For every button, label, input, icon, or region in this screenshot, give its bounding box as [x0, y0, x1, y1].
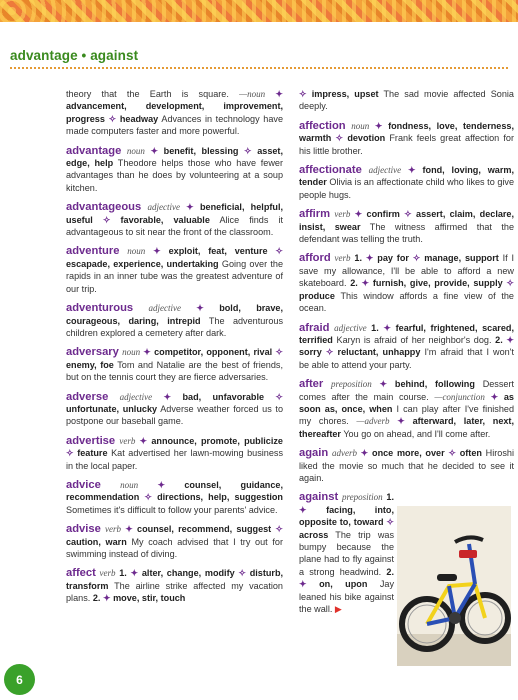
entry-after: after preposition ✦ behind, following Dessert comes after the main course. —conjunction ✦ as soon as, once, when I can play after I've finished my chores. —adverb ✦ afterward, later, next, thereafter You go on ahead, and I'll come after.	[299, 378, 515, 439]
headword: advantage	[66, 144, 122, 157]
entry-advice: advice noun ✦ counsel, guidance, recommendation ✧ directions, help, suggestion Sometimes it's difficult to follow your parents' advice.	[66, 478, 283, 515]
synonym-star-icon: ✦	[143, 347, 151, 358]
headword: advise	[66, 523, 101, 536]
headword: affection	[299, 119, 346, 132]
headword: affectionate	[299, 164, 362, 177]
headword: adventure	[66, 245, 120, 258]
entry-against: against preposition 1. ✦ facing, into, opposite to, toward ✧ across The trip was bumpy because the plane had to fly against a strong headwind. 2. ✦ on, upon Jay leaned his bike against the wall. ▶	[299, 491, 394, 615]
synonym-star-icon: ✦	[361, 278, 370, 289]
entry-affectionate: affectionate adjective ✦ fond, loving, warm, tender Olivia is an affectionate child who likes to give people hugs.	[299, 164, 514, 200]
entry-afraid: afraid adjective 1. ✦ fearful, frightened, scared, terrified Karyn is afraid of her neighbor's dog. 2. ✦ sorry ✧ reluctant, unhappy I'm afraid that I won't be able to attend your party.	[299, 321, 514, 370]
related-diamond-icon: ✧	[386, 517, 394, 528]
synonym-star-icon: ✦	[196, 303, 204, 314]
headword: advertise	[66, 434, 116, 447]
left-column	[66, 88, 283, 612]
synonym-star-icon: ✦	[153, 246, 161, 257]
synonym-star-icon: ✦	[383, 322, 391, 333]
related-diamond-icon: ✧	[506, 278, 515, 289]
synonym-star-icon: ✦	[299, 579, 307, 590]
left-entry-list	[66, 145, 283, 561]
entry-afford: afford verb 1. ✦ pay for ✧ manage, support If I save my allowance, I'll be able to afford a new skateboard. 2. ✦ furnish, give, provide, supply ✧ produce This window affords a fine view of the ocean.	[299, 252, 515, 314]
headword: adversary	[66, 346, 119, 359]
related-diamond-icon: ✧	[299, 89, 307, 99]
headword: affect	[66, 567, 96, 580]
synonym-star-icon: ✦	[365, 253, 374, 264]
entry-affect: affect verb 1. ✦ alter, change, modify ✧ disturb, transform The airline strike affected my vacation plans. 2. ✦ move, stir, touch	[66, 567, 284, 604]
related-diamond-icon: ✧	[108, 113, 117, 124]
bicycle-photo	[397, 506, 511, 666]
related-diamond-icon: ✧	[275, 246, 284, 257]
related-diamond-icon: ✧	[275, 391, 283, 402]
related-diamond-icon: ✧	[335, 133, 344, 144]
synonym-star-icon: ✦	[275, 89, 283, 99]
entry-adventure: adventure noun ✦ exploit, feat, venture ✧ escapade, experience, undertaking Going over the rapids in an inner tube was the greatest adventure of our trip.	[66, 245, 284, 294]
headword: against	[299, 491, 339, 504]
entry-advise: advise verb ✦ counsel, recommend, suggest ✧ caution, warn My coach advised that I try out for swimming instead of diving.	[66, 523, 284, 559]
synonym-star-icon: ✦	[186, 202, 194, 213]
bicycle-illustration	[397, 506, 511, 666]
synonym-star-icon: ✦	[506, 334, 514, 345]
related-diamond-icon: ✧	[448, 448, 456, 459]
entry-affection: affection noun ✦ fondness, love, tenderness, warmth ✧ devotion Frank feels great affection for his little brother.	[299, 119, 515, 156]
synonym-star-icon: ✦	[408, 165, 416, 176]
continued-entry: theory that the Earth is square. —noun ✦ advancement, development, improvement, progress ✧ headway Advances in technology have made computers faster and more powerful.	[66, 89, 284, 137]
decorative-banner	[0, 0, 518, 22]
related-diamond-icon: ✧	[412, 253, 421, 264]
synonym-star-icon: ✦	[397, 416, 405, 427]
synonym-star-icon: ✦	[299, 504, 307, 515]
related-diamond-icon: ✧	[275, 524, 284, 535]
related-diamond-icon: ✧	[238, 568, 246, 579]
headword: advice	[66, 478, 101, 491]
entry-advertise: advertise verb ✦ announce, promote, publicize ✧ feature Kat advertised her lawn-mowing business in the local paper.	[66, 434, 283, 471]
headword: advantageous	[66, 201, 142, 214]
entry-advantageous: advantageous adjective ✦ beneficial, helpful, useful ✧ favorable, valuable Alice finds it advantageous to sit near the front of the classroom.	[66, 201, 284, 238]
synonym-star-icon: ✦	[150, 145, 159, 156]
headword: after	[299, 378, 324, 391]
synonym-star-icon: ✦	[157, 479, 166, 490]
headword: adverse	[66, 390, 109, 403]
header-divider	[10, 67, 508, 69]
synonym-star-icon: ✦	[163, 391, 172, 402]
related-diamond-icon: ✧	[275, 347, 283, 358]
synonym-star-icon: ✦	[374, 120, 383, 131]
headword: afford	[299, 252, 331, 265]
right-entry-list	[299, 120, 514, 246]
entry-affirm: affirm verb ✦ confirm ✧ assert, claim, declare, insist, swear The witness affirmed that the defendant was telling the truth.	[299, 208, 515, 245]
synonym-star-icon: ✦	[102, 593, 111, 604]
affect-continued: ✧ impress, upset The sad movie affected Sonia deeply.	[299, 89, 514, 112]
synonym-star-icon: ✦	[354, 209, 363, 220]
entry-adventurous: adventurous adjective ✦ bold, brave, courageous, daring, intrepid The adventurous children explored a cemetery after dark.	[66, 302, 284, 338]
page-number-badge: 6	[4, 664, 35, 695]
synonym-star-icon: ✦	[125, 524, 133, 535]
entry-again: again adverb ✦ once more, over ✧ often Hiroshi liked the movie so much that he decided to see it again.	[299, 447, 514, 483]
headword: adventurous	[66, 302, 134, 315]
synonym-star-icon: ✦	[490, 391, 499, 402]
page-header-title: advantage • against	[10, 48, 139, 63]
continue-arrow-icon: ▶	[334, 604, 342, 615]
synonym-star-icon: ✦	[130, 568, 139, 579]
headword: afraid	[299, 321, 330, 334]
related-diamond-icon: ✧	[404, 209, 412, 220]
synonym-star-icon: ✦	[139, 435, 148, 446]
related-diamond-icon: ✧	[244, 145, 252, 156]
related-diamond-icon: ✧	[325, 347, 334, 358]
entry-advantage: advantage noun ✦ benefit, blessing ✧ asset, edge, help Theodore helps those who have fewer advantages than he does by volunteering at a soup kitchen.	[66, 144, 283, 193]
related-diamond-icon: ✧	[102, 214, 111, 225]
headword: again	[299, 447, 329, 460]
synonym-star-icon: ✦	[379, 379, 388, 390]
entry-adversary: adversary noun ✦ competitor, opponent, rival ✧ enemy, foe Tom and Natalie are the best of friends, but on the tennis court they are fierce adversaries.	[66, 346, 283, 383]
headword: affirm	[299, 208, 331, 221]
synonym-star-icon: ✦	[360, 448, 369, 459]
related-diamond-icon: ✧	[144, 492, 152, 503]
entry-adverse: adverse adjective ✦ bad, unfavorable ✧ unfortunate, unlucky Adverse weather forced us to postpone our baseball game.	[66, 390, 283, 427]
related-diamond-icon: ✧	[66, 448, 74, 459]
